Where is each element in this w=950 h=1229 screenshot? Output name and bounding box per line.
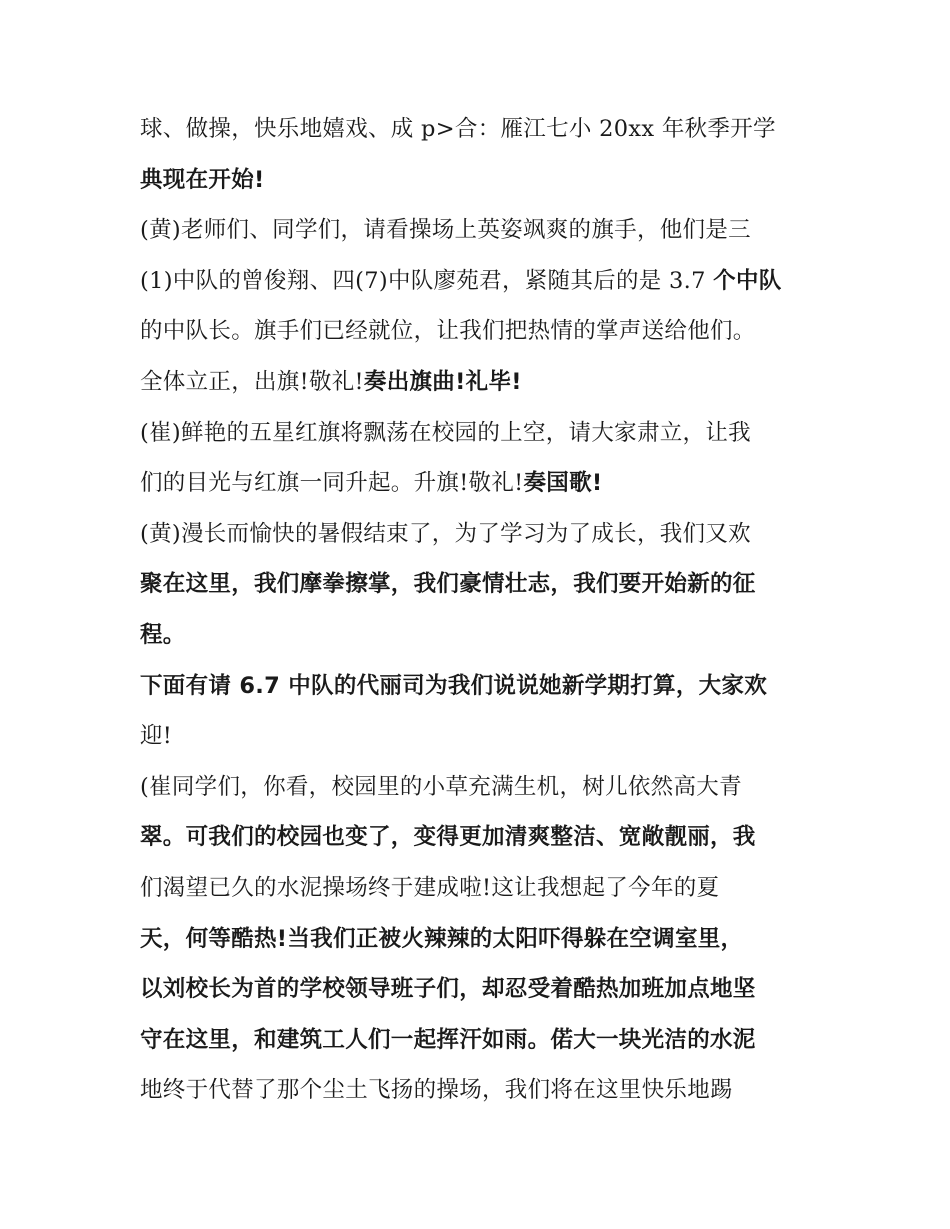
text-line (140, 205, 820, 256)
text-line (140, 458, 820, 509)
text-line (140, 509, 820, 560)
text-line (140, 104, 820, 155)
line-text-bold: 程。 (140, 621, 186, 648)
line-text: (黄)漫长而愉快的暑假结束了，为了学习为了成长，我们又欢 (140, 520, 751, 547)
line-text-bold: 以刘校长为首的学校领导班子们，却忍受着酷热加班加点地坚 (140, 976, 756, 1003)
line-text-bold: 翠。可我们的校园也变了，变得更加清爽整洁、宽敞靓丽，我 (140, 824, 756, 851)
text-line (140, 559, 820, 610)
line-text: 们的目光与红旗一同升起。升旗!敬礼! (140, 470, 524, 497)
line-text: 们渴望已久的水泥操场终于建成啦!这让我想起了今年的夏 (140, 874, 720, 901)
line-text-bold: 下面有请 6.7 中队的代丽司为我们说说她新学期打算，大家欢 (140, 672, 768, 699)
line-text: (黄)老师们、同学们，请看操场上英姿飒爽的旗手，他们是三 (140, 217, 751, 244)
text-line (140, 863, 820, 914)
line-text-bold: 奏国歌! (523, 470, 603, 497)
line-text: 的中队长。旗手们已经就位，让我们把热情的掌声送给他们。 (140, 318, 756, 345)
text-line (140, 610, 820, 661)
line-text: 球、做操，快乐地嬉戏、成 p>合：雁江七小 20xx 年秋季开学 (140, 116, 776, 142)
text-line (140, 1015, 820, 1066)
line-text-bold: 聚在这里，我们摩拳擦掌，我们豪情壮志，我们要开始新的征 (140, 571, 756, 598)
text-line (140, 1065, 820, 1116)
line-text: (1)中队的曾俊翔、四(7)中队廖苑君，紧随其后的是 3.7 (140, 267, 714, 294)
text-line (140, 306, 820, 357)
line-text-bold: 天，何等酷热!当我们正被火辣辣的太阳吓得躲在空调室里， (140, 925, 744, 952)
text-line (140, 914, 820, 965)
line-text-bold: 奏出旗曲!礼毕! (363, 368, 522, 395)
text-line (140, 256, 820, 307)
line-text: (崔同学们，你看，校园里的小草充满生机，树儿依然高大青 (140, 773, 742, 800)
line-text-bold: 守在这里，和建筑工人们一起挥汗如雨。偌大一块光洁的水泥 (140, 1026, 756, 1053)
text-line (140, 762, 820, 813)
line-text-bold: 典现在开始! (140, 166, 265, 193)
line-text: 地终于代替了那个尘土飞扬的操场，我们将在这里快乐地踢 (140, 1077, 733, 1104)
line-text-bold: 个中队 (713, 267, 782, 294)
text-line (140, 964, 820, 1015)
line-text: 全体立正，出旗!敬礼! (140, 368, 364, 395)
line-text: 迎! (140, 723, 173, 750)
text-line (140, 408, 820, 459)
text-line (140, 357, 820, 408)
line-text: (崔)鲜艳的五星红旗将飘荡在校园的上空，请大家肃立，让我 (140, 419, 751, 446)
text-line (140, 155, 820, 206)
text-line (140, 661, 820, 712)
text-line (140, 711, 820, 762)
text-line (140, 812, 820, 863)
body-text (140, 104, 820, 1116)
